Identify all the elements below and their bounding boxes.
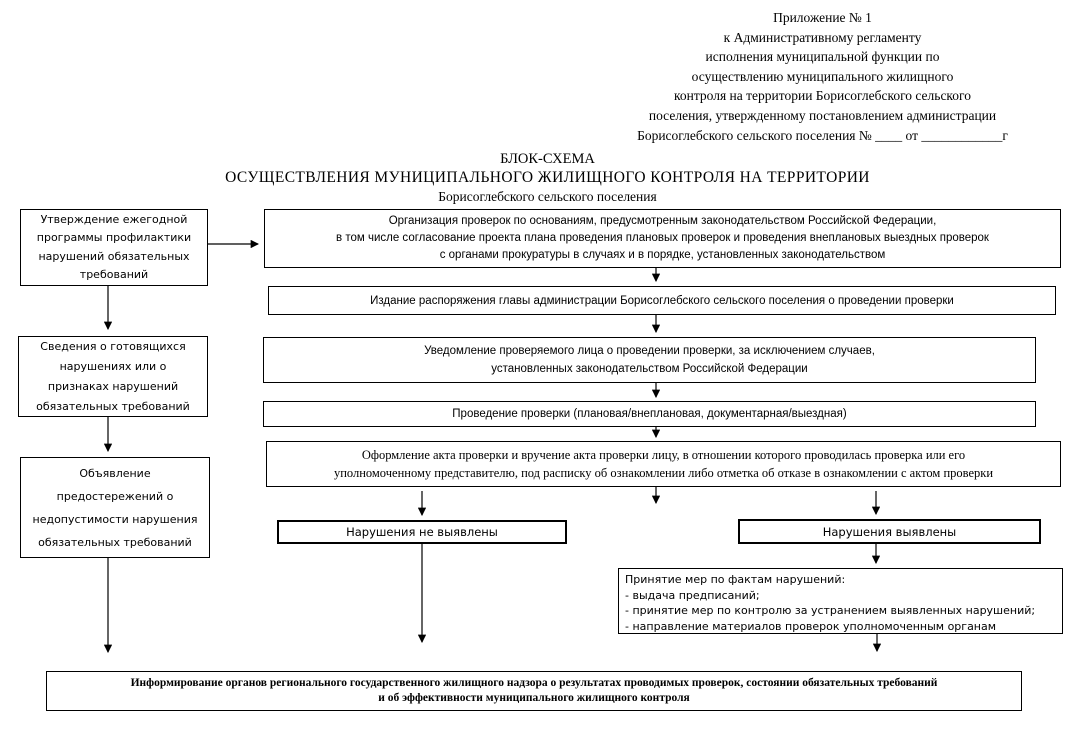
box-organization bbox=[264, 209, 1061, 268]
box-violation-signals-line: обязательных требований bbox=[36, 399, 190, 413]
box-measures-line: Принятие мер по фактам нарушений: bbox=[625, 573, 846, 586]
appendix-note bbox=[560, 8, 1079, 145]
appendix-note-line: Борисоглебского сельского поселения № ____ от ____________г bbox=[637, 127, 1008, 143]
box-warnings-line: предостережений о bbox=[56, 489, 174, 503]
box-no-violations bbox=[277, 520, 567, 544]
appendix-note-line: контроля на территории Борисоглебского сельского bbox=[673, 88, 972, 104]
box-warnings-line: Объявление bbox=[79, 466, 151, 480]
box-notification bbox=[263, 337, 1036, 383]
box-measures-line: - направление материалов проверок уполномоченным органам bbox=[625, 619, 997, 633]
box-inspection-line: Проведение проверки (плановая/внеплановая, документарная/выездная) bbox=[452, 408, 847, 420]
box-no-violations-label: Нарушения не выявлены bbox=[346, 525, 498, 539]
box-annual-program-line: Утверждение ежегодной bbox=[40, 212, 188, 226]
title-line-1: БЛОК-СХЕМА bbox=[500, 151, 595, 167]
box-annual-program-line: программы профилактики bbox=[36, 231, 192, 244]
page-title bbox=[10, 150, 1079, 206]
box-informing-authorities bbox=[46, 671, 1022, 711]
box-measures-line: - выдача предписаний; bbox=[625, 588, 760, 602]
title-line-2: ОСУЩЕСТВЛЕНИЯ МУНИЦИПАЛЬНОГО ЖИЛИЩНОГО КОНТРОЛЯ НА ТЕРРИТОРИИ bbox=[225, 169, 870, 186]
box-annual-program bbox=[20, 209, 208, 286]
appendix-note-line: поселения, утвержденному постановлением администрации bbox=[648, 107, 997, 123]
box-inspection bbox=[263, 401, 1036, 427]
box-organization-line: в том числе согласование проекта плана проведения плановых проверок и проведения внеплановых выездных проверок bbox=[336, 232, 989, 244]
box-informing-authorities-line: и об эффективности муниципального жилищного контроля bbox=[378, 692, 690, 704]
box-organization-line: Организация проверок по основаниям, предусмотренным законодательством Российской Федерации, bbox=[388, 215, 937, 227]
box-violation-signals-line: Сведения о готовящихся bbox=[40, 339, 186, 353]
box-notification-line: установленных законодательством Российской Федерации bbox=[491, 363, 808, 375]
box-violation-signals bbox=[18, 336, 208, 417]
box-annual-program-line: требований bbox=[79, 268, 149, 281]
box-organization-line: с органами прокуратуры в случаях и в порядке, установленных законодательством bbox=[439, 249, 886, 261]
box-annual-program-line: нарушений обязательных bbox=[38, 249, 190, 263]
box-violation-signals-line: признаках нарушений bbox=[47, 379, 179, 393]
box-violations-found bbox=[738, 519, 1041, 544]
box-order-issue-line: Издание распоряжения главы администрации Борисоглебского сельского поселения о проведении проверки bbox=[370, 294, 954, 307]
box-order-issue bbox=[268, 286, 1056, 315]
box-informing-authorities-line: Информирование органов регионального государственного жилищного надзора о результатах проводимых проверок, состоянии обязательных требований bbox=[130, 676, 938, 689]
box-violations-found-label: Нарушения выявлены bbox=[822, 524, 957, 539]
box-measures bbox=[618, 568, 1063, 634]
box-violation-signals-line: нарушениях или о bbox=[59, 359, 167, 373]
box-warnings bbox=[20, 457, 210, 558]
appendix-note-line: Приложение № 1 bbox=[773, 10, 872, 25]
box-warnings-line: обязательных требований bbox=[38, 535, 192, 549]
box-act-registration-line: Оформление акта проверки и вручение акта проверки лицу, в отношении которого проводилась проверка или его bbox=[361, 448, 966, 462]
box-measures-line: - принятие мер по контролю за устранением выявленных нарушений; bbox=[625, 604, 1036, 617]
appendix-note-line: к Административному регламенту bbox=[723, 29, 922, 45]
box-notification-line: Уведомление проверяемого лица о проведении проверки, за исключением случаев, bbox=[424, 345, 875, 357]
box-act-registration bbox=[266, 441, 1061, 487]
box-warnings-line: недопустимости нарушения bbox=[32, 512, 198, 526]
box-act-registration-line: уполномоченному представителю, под расписку об ознакомлении либо отметка об отказе в ознакомлении с актом проверки bbox=[333, 466, 994, 480]
appendix-note-line: осуществлению муниципального жилищного bbox=[691, 68, 954, 84]
title-line-3: Борисоглебского сельского поселения bbox=[438, 189, 657, 204]
appendix-note-line: исполнения муниципальной функции по bbox=[705, 49, 940, 65]
